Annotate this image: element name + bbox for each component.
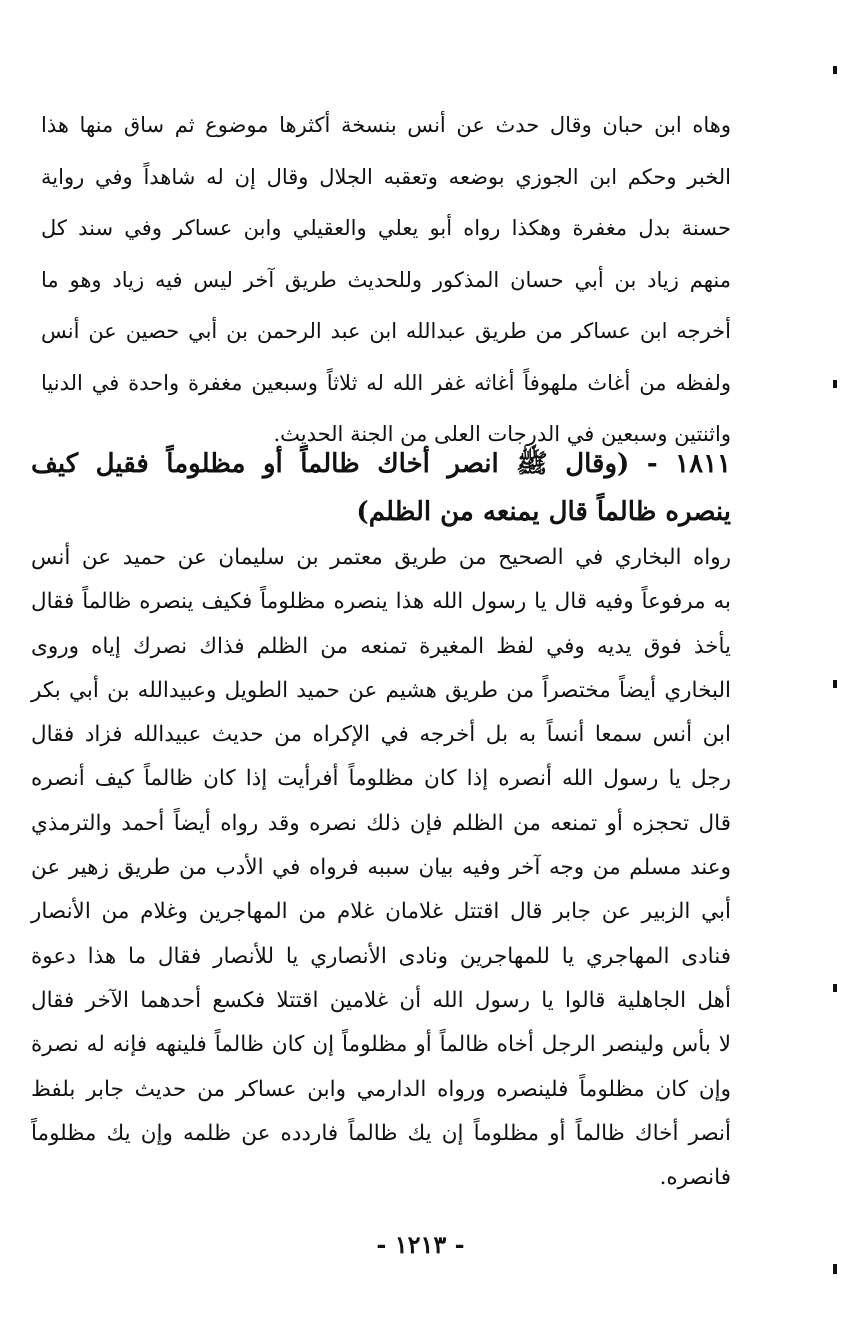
text-line: وهاه ابن حبان وقال حدث عن أنس بنسخة أكثرها موضوع ثم ساق منها هذا <box>41 113 731 137</box>
text-line: قال تحجزه أو تمنعه من الظلم فإن ذلك نصره وقد رواه أيضاً أحمد والترمذي <box>31 810 731 836</box>
page-number: - ١٢١٣ - <box>376 1230 465 1259</box>
hadith-heading <box>31 440 731 536</box>
text-line: منهم زياد بن أبي حسان المذكور وللحديث طريق آخر ليس فيه زياد وهو ما <box>41 267 731 292</box>
text-line: لا بأس ولينصر الرجل أخاه ظالماً أو مظلوماً إن كان ظالماً فلينهه فإنه له نصرة <box>31 1032 731 1058</box>
scan-edge-mark <box>833 66 837 74</box>
text-line: فنادى المهاجري يا للمهاجرين ونادى الأنصاري يا للأنصار فقال ما هذا دعوة <box>31 943 731 969</box>
paragraph-commentary-top <box>41 100 731 461</box>
text-line: رواه البخاري في الصحيح من طريق معتمر بن سليمان عن حميد عن أنس <box>31 545 731 570</box>
text-line: فانصره. <box>659 1165 731 1191</box>
text-line: أنصر أخاك ظالماً أو مظلوماً إن يك ظالماً فاردده عن ظلمه وإن يك مظلوماً <box>31 1120 731 1146</box>
text-line: واثنتين وسبعين في الدرجات العلى من الجنة الحديث. <box>273 422 731 446</box>
scan-edge-mark <box>833 380 837 388</box>
text-line: وإن كان مظلوماً فلينصره ورواه الدارمي وابن عساكر من حديث جابر بلفظ <box>31 1076 731 1102</box>
text-line: به مرفوعاً وفيه قال يا رسول الله هذا ينصره مظلوماً فكيف ينصره ظالماً فقال <box>31 589 731 615</box>
heading-line: ينصره ظالماً قال يمنعه من الظلم) <box>356 497 731 527</box>
text-line: حسنة بدل مغفرة وهكذا رواه أبو يعلي والعقيلي وابن عساكر وفي سند كل <box>41 216 731 240</box>
text-line: يأخذ فوق يديه وفي لفظ المغيرة تمنعه من الظلم فذاك نصرك إياه وروى <box>31 633 731 659</box>
heading-line: ١٨١١ - (وقال ﷺ انصر أخاك ظالماً أو مظلوماً فقيل كيف <box>31 449 731 479</box>
text-line: أخرجه ابن عساكر من طريق عبدالله ابن عبد الرحمن بن أبي حصين عن أنس <box>41 319 731 343</box>
text-line: البخاري أيضاً مختصراً من طريق هشيم عن حميد الطويل وعبيدالله بن أبي بكر <box>31 677 731 703</box>
scan-edge-mark <box>833 1264 837 1274</box>
text-line: وعند مسلم من وجه آخر وفيه بيان سببه فرواه في الأدب من طريق زهير عن <box>31 855 731 881</box>
text-line: أبي الزبير عن جابر قال اقتتل غلامان غلام من المهاجرين وغلام من الأنصار <box>31 899 731 925</box>
text-line: رجل يا رسول الله أنصره إذا كان مظلوماً أفرأيت إذا كان ظالماً كيف أنصره <box>31 766 731 792</box>
text-line: ابن أنس سمعا أنساً به بل أخرجه في الإكراه من حديث عبيدالله فزاد فقال <box>31 722 731 748</box>
text-line: ولفظه من أغاث ملهوفاً أغاثه غفر الله له ثلاثاً وسبعين مغفرة واحدة في الدنيا <box>41 370 731 395</box>
scan-edge-mark <box>833 984 837 992</box>
paragraph-commentary-main <box>31 536 731 1200</box>
text-line: الخبر وحكم ابن الجوزي بوضعه وتعقبه الجلال وقال إن له شاهداً وفي رواية <box>41 164 731 189</box>
text-line: أهل الجاهلية قالوا يا رسول الله أن غلامين اقتتلا فكسع أحدهما الآخر فقال <box>31 987 731 1013</box>
scan-edge-mark <box>833 680 837 688</box>
